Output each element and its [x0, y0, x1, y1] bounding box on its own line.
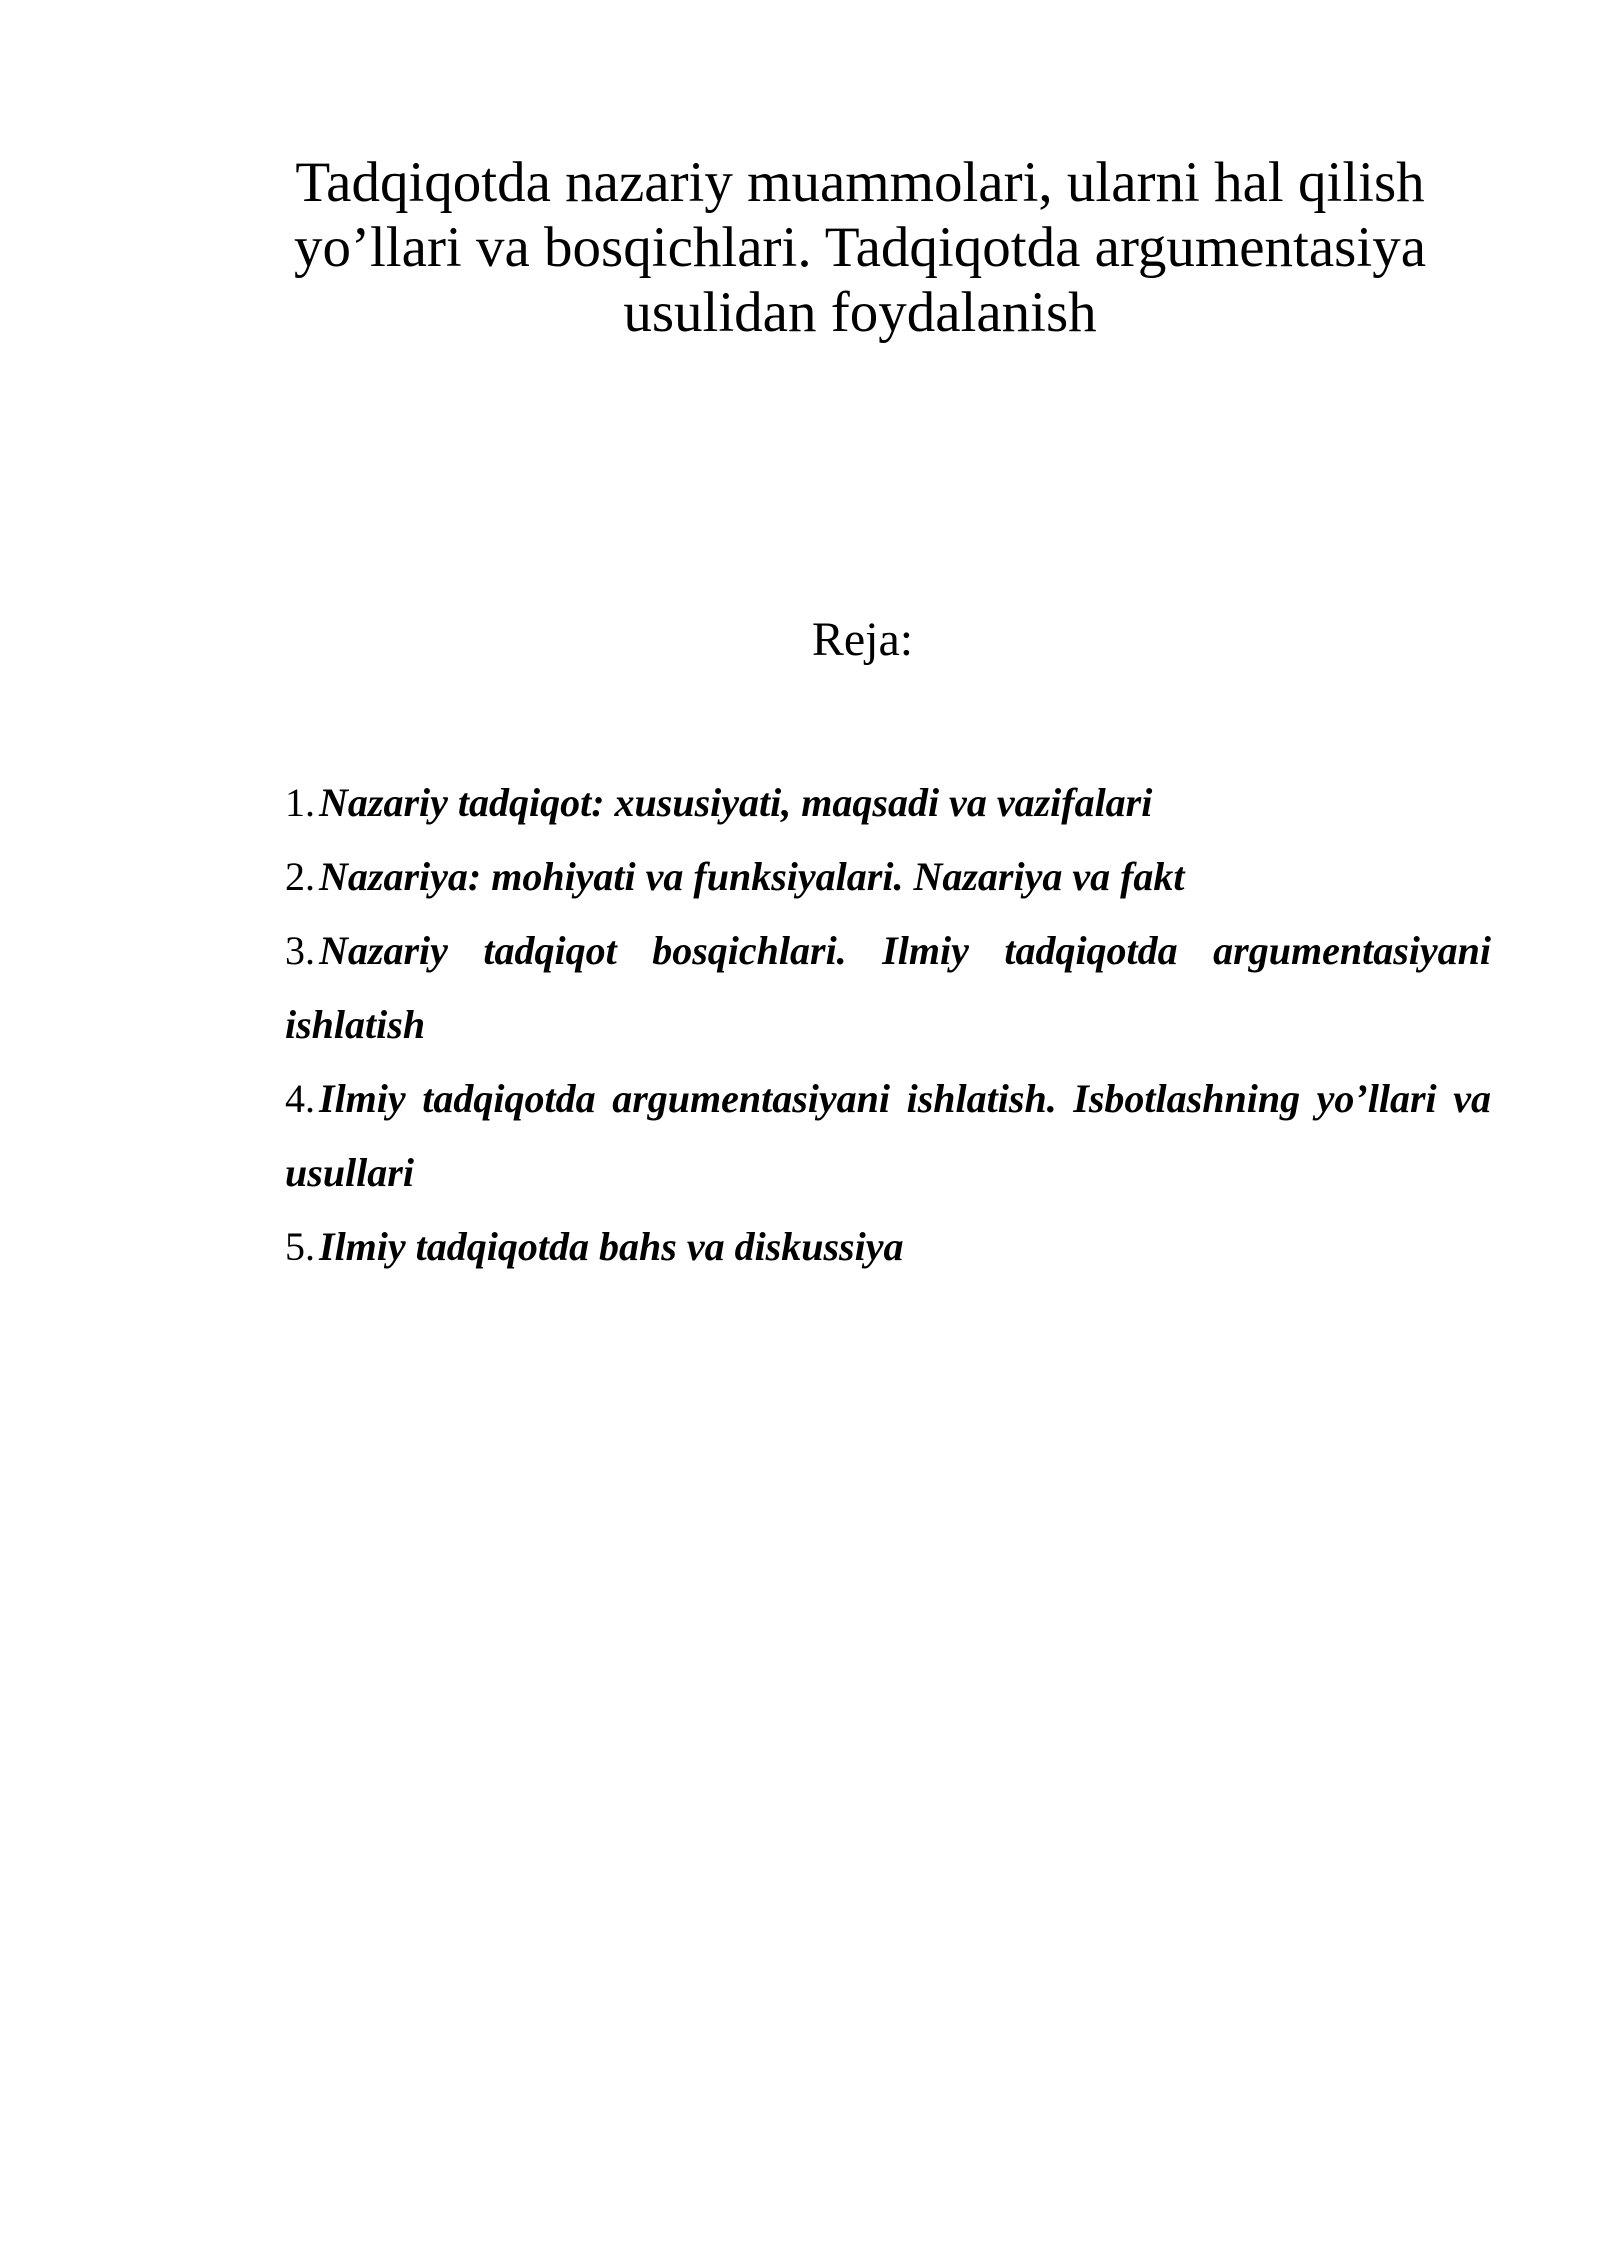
document-title: [230, 150, 1490, 345]
plan-item: [285, 1210, 1491, 1284]
plan-item-text: Nazariy tadqiqot: xususiyati, maqsadi va vazifalari: [319, 780, 1153, 825]
plan-item-text: Nazariya: mohiyati va funksiyalari. Nazariya va fakt: [319, 854, 1185, 899]
plan-item: [285, 914, 1491, 1062]
plan-item-text: Nazariy tadqiqot bosqichlari. Ilmiy tadqiqotda argumentasiyani ishlatish: [285, 928, 1491, 1047]
plan-item-number: 5.: [285, 1224, 315, 1269]
title-line: usulidan foydalanish: [623, 281, 1097, 344]
plan-item: [285, 840, 1491, 914]
plan-list: [285, 766, 1491, 1284]
title-line: yo’llari va bosqichlari. Tadqiqotda argumentasiya: [293, 216, 1426, 279]
plan-item-text: Ilmiy tadqiqotda bahs va diskussiya: [319, 1224, 904, 1269]
plan-item-number: 4.: [285, 1076, 315, 1121]
title-line: Tadqiqotda nazariy muammolari, ularni hal qilish: [295, 151, 1425, 214]
plan-item-number: 2.: [285, 854, 315, 899]
plan-item: [285, 766, 1491, 840]
plan-item-number: 3.: [285, 928, 315, 973]
plan-item: [285, 1062, 1491, 1210]
plan-heading: Reja:: [811, 613, 914, 666]
plan-item-text: Ilmiy tadqiqotda argumentasiyani ishlatish. Isbotlashning yo’llari va usullari: [285, 1076, 1491, 1195]
plan-item-number: 1.: [285, 780, 315, 825]
